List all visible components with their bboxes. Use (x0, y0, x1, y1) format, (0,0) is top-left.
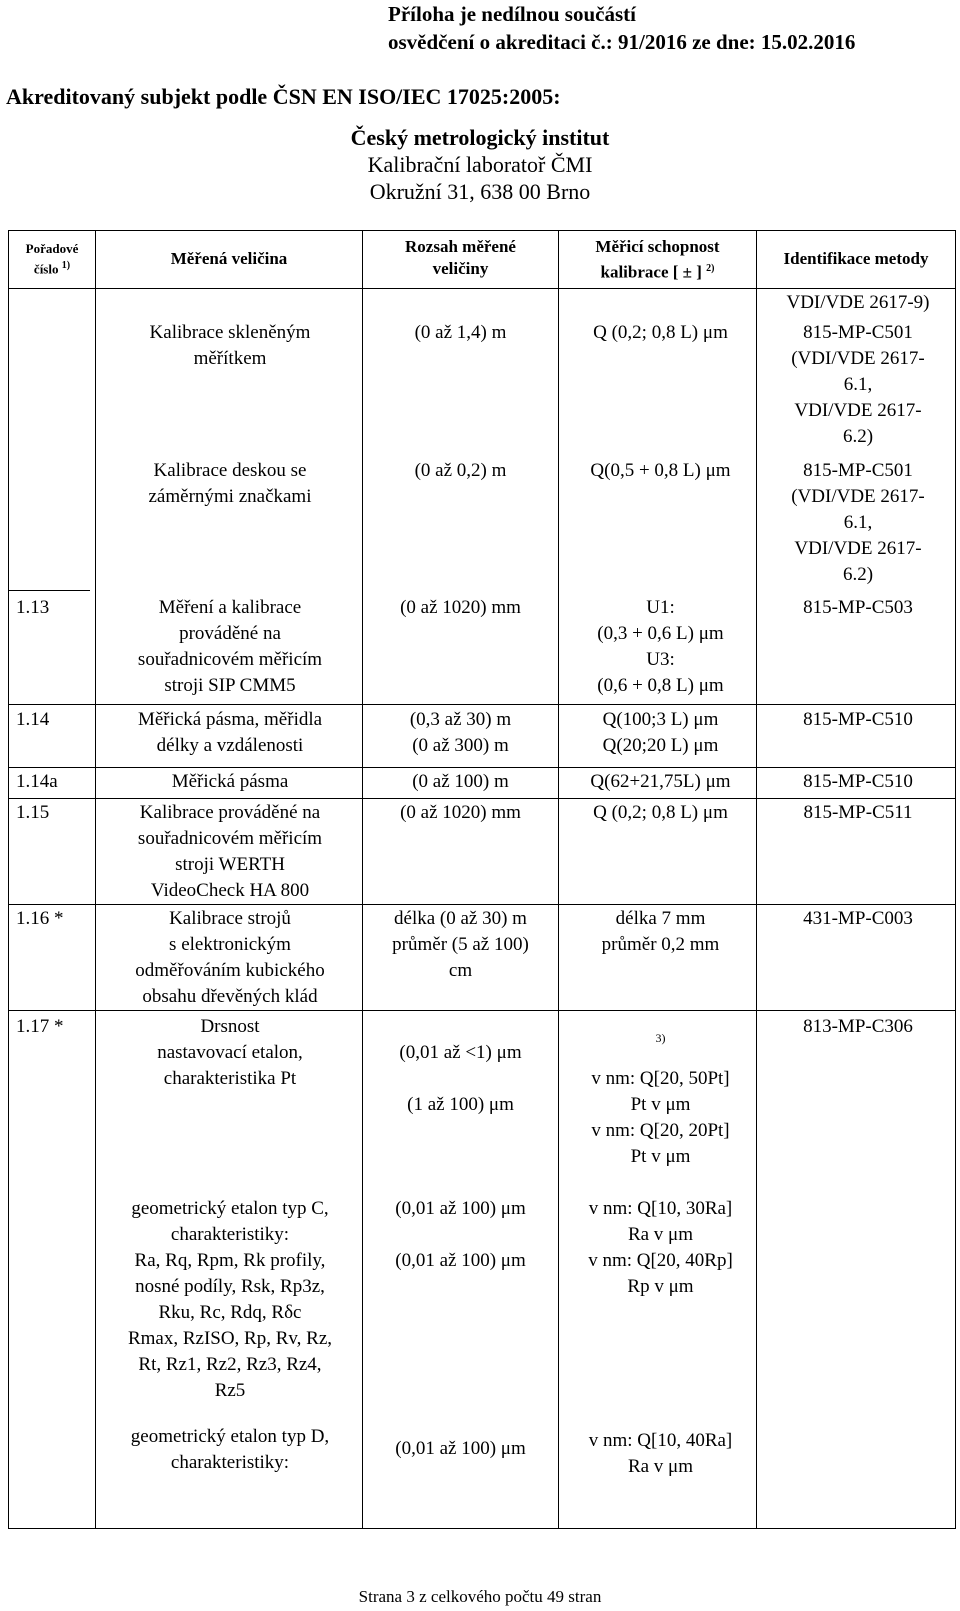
table-row-3-method (760, 595, 956, 621)
row-line-c (8, 767, 956, 768)
text-line: (0,6 + 0,8 L) μm (597, 675, 724, 696)
text-line: (0 až 1020) mm (400, 802, 521, 823)
text-line: obsahu dřevěných klád (142, 986, 318, 1007)
table-row-3-range (363, 595, 558, 621)
table-row-8-cmc (563, 1066, 758, 1170)
text-line: délka 7 mm (615, 908, 706, 929)
text-line: (0,01 až 100) μm (395, 1250, 526, 1271)
text-line: (0,01 až 100) μm (395, 1438, 526, 1459)
text-line: geometrický etalon typ C, (131, 1198, 329, 1219)
text-line: souřadnicovém měřicím (137, 828, 323, 849)
institute-name: Český metrologický institut (350, 125, 610, 150)
accreditation-table (8, 230, 956, 1529)
col-header-method: Identifikace metody (783, 249, 929, 268)
table-row-1-quantity (100, 320, 360, 372)
text-line: 815-MP-C510 (803, 771, 913, 792)
text-line: Měření a kalibrace (158, 597, 302, 618)
text-line: stroji WERTH (175, 854, 285, 875)
text-line: (0 až 0,2) m (414, 460, 507, 481)
text-line: 6.1, (843, 512, 873, 533)
text-line: (0,01 až 100) μm (395, 1198, 526, 1219)
table-row-2-quantity (100, 458, 360, 510)
text-line: (VDI/VDE 2617- (791, 486, 925, 507)
table-row-1-method (760, 320, 956, 450)
table-row-6-number: 1.15 (16, 802, 50, 823)
text-line: VDI/VDE 2617- (794, 400, 922, 421)
table-row-2-cmc (563, 458, 758, 484)
text-line: v nm: Q[20, 20Pt] (591, 1120, 730, 1141)
text-line: U1: (646, 597, 675, 618)
text-line: 813-MP-C306 (803, 1016, 913, 1037)
table-row-3-quantity (100, 595, 360, 699)
text-line: VideoCheck HA 800 (150, 880, 310, 901)
col-header-cmc-l2 (559, 258, 756, 284)
text-line: Rp v μm (627, 1276, 694, 1297)
col-header-number-text: číslo (33, 261, 62, 277)
col-line-2 (362, 230, 363, 1529)
annex-note (388, 0, 855, 56)
table-row-3-cmc (563, 595, 758, 699)
table-row-9-range (363, 1196, 558, 1274)
table-row-8-range (363, 1040, 558, 1118)
text-line: v nm: Q[20, 50Pt] (591, 1068, 730, 1089)
table-row-5-range (363, 769, 558, 795)
table-row-8-number: 1.17 * (16, 1016, 64, 1037)
text-line: Drsnost (200, 1016, 260, 1037)
text-line: charakteristika Pt (163, 1068, 297, 1089)
text-line: cm (448, 960, 473, 981)
text-line: Q(62+21,75L) μm (590, 771, 731, 792)
text-line: 815-MP-C511 (803, 802, 913, 823)
text-line: Kalibrace skleněným (149, 322, 311, 343)
text-line: Q (0,2; 0,8 L) μm (593, 322, 728, 343)
table-row-8-quantity (100, 1014, 360, 1092)
table-row-7-number: 1.16 * (16, 908, 64, 929)
col-header-cmc (559, 236, 756, 284)
text-line: (1 až 100) μm (407, 1094, 514, 1115)
text-line: Q (0,2; 0,8 L) μm (593, 802, 728, 823)
col-line-1 (95, 230, 96, 1529)
text-line: VDI/VDE 2617- (794, 538, 922, 559)
text-line: nosné podíly, Rsk, Rp3z, (135, 1276, 325, 1297)
table-row-6-quantity (100, 800, 360, 904)
text-line: nastavovací etalon, (157, 1042, 303, 1063)
text-line: Kalibrace prováděné na (139, 802, 321, 823)
header-bottom-line (8, 288, 956, 289)
text-line: v nm: Q[20, 40Rp] (588, 1250, 733, 1271)
text-line: v nm: Q[10, 30Ra] (588, 1198, 733, 1219)
text-line: Měřická pásma (171, 771, 289, 792)
col-header-cmc-text: kalibrace [ ± ] (600, 262, 707, 282)
text-line: Ra, Rq, Rpm, Rk profily, (134, 1250, 326, 1271)
text-line: VDI/VDE 2617-9) (786, 292, 930, 313)
col-header-quantity: Měřená veličina (170, 249, 288, 268)
table-row-6-range (363, 800, 558, 826)
text-line: 815-MP-C501 (803, 460, 913, 481)
table-row-10-cmc (563, 1428, 758, 1480)
col-header-number-l2 (10, 257, 94, 277)
col-header-number-sup: 1) (61, 260, 71, 271)
text-line: 6.2) (842, 564, 874, 585)
text-line: Ra v μm (627, 1456, 694, 1477)
text-line: (0 až 1020) mm (400, 597, 521, 618)
text-line (363, 1066, 558, 1092)
table-row-5-cmc (563, 769, 758, 795)
table-row-8-cmc-footnote: 3) (655, 1031, 666, 1045)
text-line: průměr 0,2 mm (601, 934, 720, 955)
text-line: (0,3 + 0,6 L) μm (597, 623, 724, 644)
text-line: záměrnými značkami (148, 486, 312, 507)
accredited-subject: Akreditovaný subjekt podle ČSN EN ISO/IEC 17025:2005: (6, 84, 561, 109)
table-row-8-method (760, 1014, 956, 1040)
col-header-cmc-l1: Měřicí schopnost (595, 237, 720, 256)
text-line: prováděné na (179, 623, 281, 644)
text-line: souřadnicovém měřicím (137, 649, 323, 670)
text-line: Q(0,5 + 0,8 L) μm (590, 460, 731, 481)
table-row-4-method (760, 707, 956, 733)
text-line: Q(20;20 L) μm (602, 735, 719, 756)
table-row-6-cmc (563, 800, 758, 826)
text-line: průměr (5 až 100) (392, 934, 529, 955)
col-line-4 (756, 230, 757, 1529)
table-row-2-range (363, 458, 558, 484)
table-row-5-number: 1.14a (16, 771, 58, 792)
table-row-5-quantity (100, 769, 360, 795)
lab-address: Okružní 31, 638 00 Brno (369, 179, 591, 204)
table-row-5-method (760, 769, 956, 795)
row-line-e (8, 904, 956, 905)
text-line: (0 až 100) m (412, 771, 509, 792)
annex-line-2: osvědčení o akreditaci č.: 91/2016 ze dne: 15.02.2016 (388, 30, 856, 54)
table-row-1-cmc (563, 320, 758, 346)
table-row-1-range (363, 320, 558, 346)
text-line: Rt, Rz1, Rz2, Rz3, Rz4, (138, 1354, 322, 1375)
table-row-10-range (363, 1436, 558, 1462)
table-row-7-method (760, 906, 956, 932)
text-line: stroji SIP CMM5 (164, 675, 296, 696)
text-line: měřítkem (193, 348, 267, 369)
text-line: 815-MP-C503 (803, 597, 913, 618)
text-line: (0,01 až <1) μm (399, 1042, 522, 1063)
text-line: 6.2) (842, 426, 874, 447)
table-row-2-method (760, 458, 956, 588)
text-line: Pt v μm (630, 1146, 691, 1167)
text-line: odměřováním kubického (135, 960, 325, 981)
text-line: U3: (646, 649, 675, 670)
text-line: Kalibrace deskou se (153, 460, 307, 481)
text-line: 815-MP-C510 (803, 709, 913, 730)
col-header-number-l1: Pořadové (25, 241, 79, 256)
col-header-cmc-sup: 2) (706, 263, 715, 274)
col-header-number (10, 240, 94, 277)
text-line: geometrický etalon typ D, (130, 1426, 330, 1447)
lab-name: Kalibrační laboratoř ČMI (367, 152, 593, 177)
text-line: délka (0 až 30) m (394, 908, 527, 929)
text-line (363, 1222, 558, 1248)
table-top-line (8, 230, 956, 231)
table-row-4-range (363, 707, 558, 759)
annex-line-1: Příloha je nedílnou součástí (388, 2, 636, 26)
table-bottom-line (8, 1528, 956, 1529)
table-row-3-number: 1.13 (16, 597, 50, 618)
text-line: 815-MP-C501 (803, 322, 913, 343)
table-row-6-method (760, 800, 956, 826)
table-row-9-cmc (563, 1196, 758, 1300)
text-line: 6.1, (843, 374, 873, 395)
table-row-7-range (363, 906, 558, 984)
institute-block (0, 124, 960, 205)
table-row-0-method (760, 290, 956, 316)
col-header-range-l2: veličiny (432, 259, 489, 278)
text-line: (0,3 až 30) m (409, 709, 512, 730)
table-row-4-number: 1.14 (16, 709, 50, 730)
table-row-10-quantity (100, 1424, 360, 1476)
text-line: charakteristiky: (170, 1224, 290, 1245)
text-line: Rz5 (214, 1380, 246, 1401)
text-line: v nm: Q[10, 40Ra] (588, 1430, 733, 1451)
row-line-a (8, 590, 90, 591)
text-line: Rmax, RzISO, Rp, Rv, Rz, (127, 1328, 333, 1349)
table-row-7-quantity (100, 906, 360, 1010)
table-row-4-quantity (100, 707, 360, 759)
table-row-9-quantity (100, 1196, 360, 1404)
col-line-3 (558, 230, 559, 1529)
text-line: charakteristiky: (170, 1452, 290, 1473)
text-line: (0 až 300) m (412, 735, 509, 756)
table-row-7-cmc (563, 906, 758, 958)
text-line: Q(100;3 L) μm (602, 709, 719, 730)
text-line: Pt v μm (630, 1094, 691, 1115)
col-header-range-l1: Rozsah měřené (405, 237, 516, 256)
col-header-range (363, 236, 558, 280)
text-line: (VDI/VDE 2617- (791, 348, 925, 369)
page-footer: Strana 3 z celkového počtu 49 stran (358, 1587, 602, 1606)
text-line: s elektronickým (169, 934, 291, 955)
text-line: délky a vzdálenosti (156, 735, 304, 756)
col-line-0 (8, 230, 9, 1529)
text-line: Kalibrace strojů (169, 908, 291, 929)
text-line: 431-MP-C003 (803, 908, 913, 929)
table-row-4-cmc (563, 707, 758, 759)
row-line-f (8, 1010, 956, 1011)
text-line: Měřická pásma, měřidla (137, 709, 323, 730)
text-line: (0 až 1,4) m (414, 322, 507, 343)
text-line: Rku, Rc, Rdq, Rδc (158, 1302, 302, 1323)
row-line-d (8, 798, 956, 799)
row-line-b (8, 704, 956, 705)
text-line: Ra v μm (627, 1224, 694, 1245)
